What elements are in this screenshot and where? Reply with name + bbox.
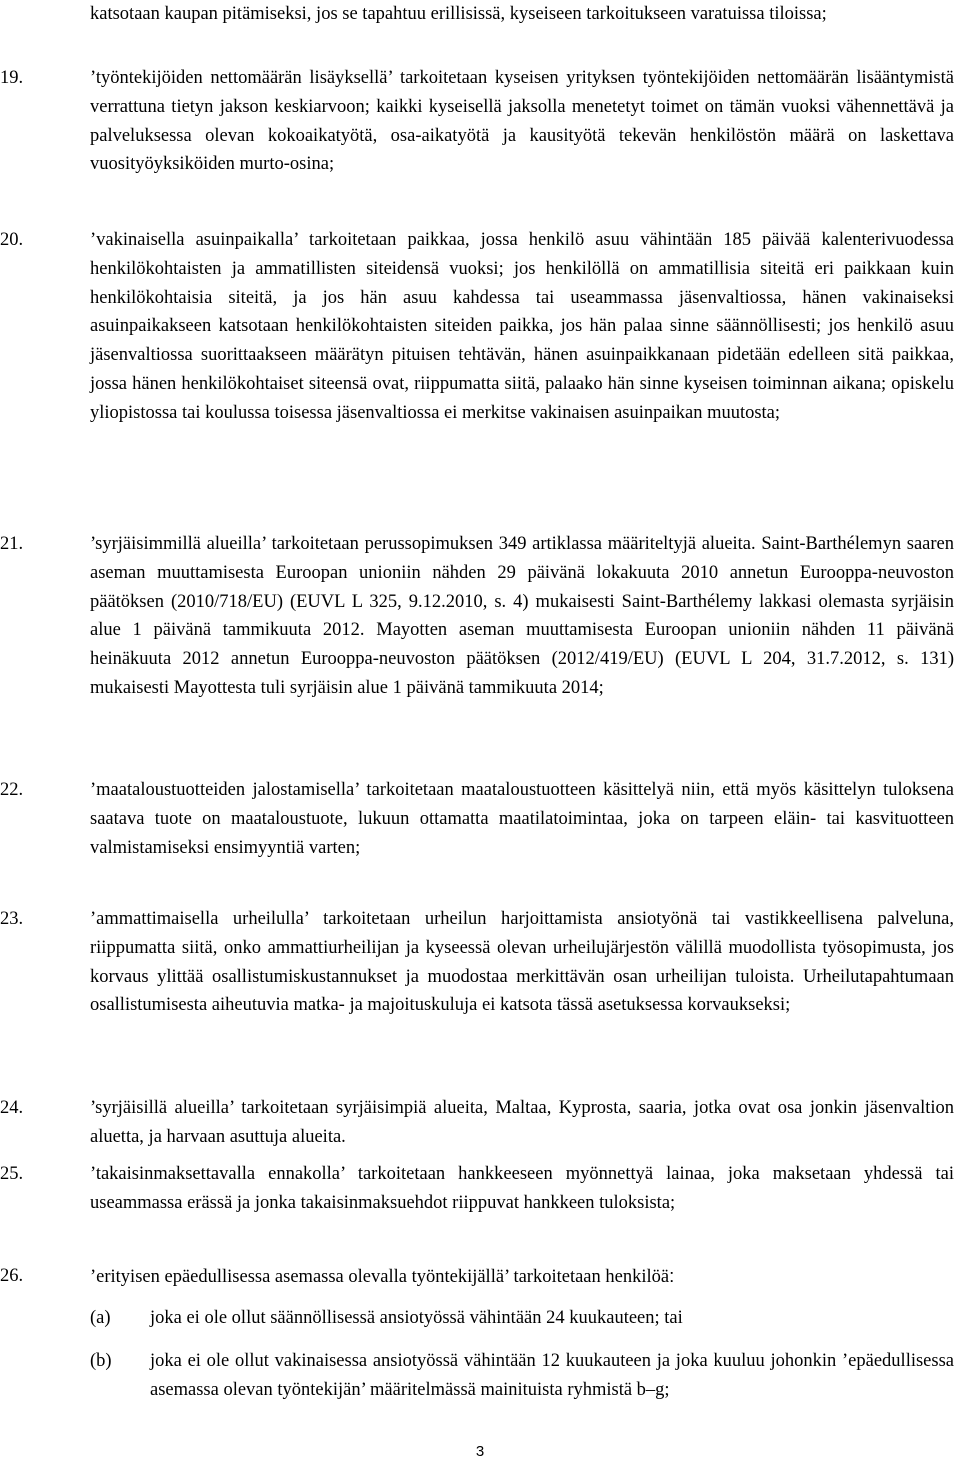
definition-item-22 xyxy=(0,776,954,862)
item-number: 21. xyxy=(0,534,24,554)
item-number: 25. xyxy=(0,1164,24,1184)
item-number: 19. xyxy=(0,68,24,88)
item-number: 23. xyxy=(0,909,24,929)
item-text: ’syrjäisillä alueilla’ tarkoitetaan syrjäisimpiä alueita, Maltaa, Kyprosta, saaria, jotka ovat osa jonkin jäsenvaltion aluetta, ja harvaan asuttuja alueita. xyxy=(90,1098,954,1147)
definition-item-20 xyxy=(0,226,954,428)
item-text: ’syrjäisimmillä alueilla’ tarkoitetaan perussopimuksen 349 artiklassa määriteltyjä alueita. Saint-Barthélemyn saaren aseman muuttamisesta Euroopan unioniin nähden 29 päivänä lokakuuta 2010 annetun Eurooppa-neuvoston päätöksen (2010/718/EU) (EUVL L 325, 9.12.2010, s. 4) mukaisesti Saint-Barthélemy lakkasi olemasta syrjäisin alue 1 päivänä tammikuuta 2012. Mayotten aseman muuttamisesta Euroopan unioniin nähden 11 päivänä heinäkuuta 2012 annetun Eurooppa-neuvoston päätöksen (2012/419/EU) (EUVL L 204, 31.7.2012, s. 131) mukaisesti Mayottesta tuli syrjäisin alue 1 päivänä tammikuuta 2014; xyxy=(90,534,954,698)
definition-item-25 xyxy=(0,1160,954,1218)
item-number: 22. xyxy=(0,780,24,800)
definition-item-24 xyxy=(0,1094,954,1152)
continuation-paragraph: katsotaan kaupan pitämiseksi, jos se tapahtuu erillisissä, kyseiseen tarkoitukseen varatuissa tiloissa; xyxy=(90,4,827,24)
item-text-main: ’erityisen epäedullisessa asemassa olevalla työntekijällä’ tarkoitetaan henkilöä xyxy=(90,1267,670,1287)
item-text: ’vakinaisella asuinpaikalla’ tarkoitetaan paikkaa, jossa henkilö asuu vähintään 185 päivää kalenterivuodessa henkilökohtaisten ja ammatillisten siteidensä vuoksi; jos henkilöllä on ammatillisia siteitä eri paikkaan kuin henkilökohtaisia siteitä, ja jos hän asuu kahdessa tai useammassa jäsenvaltiossa, hänen vakinaiseksi asuinpaikakseen katsotaan henkilökohtaisten siteiden paikka, jos hän palaa sinne säännöllisesti; jos henkilö asuu jäsenvaltiossa suorittaakseen määrätyn pituisen tehtävän, hänen asuinpaikkanaan pidetään edelleen sitä paikkaa, jossa hänen henkilökohtaiset siteensä ovat, riippumatta siitä, palaako hän sinne kyseisen toiminnan aikana; opiskelu yliopistossa tai koulussa toisessa jäsenvaltiossa ei merkitse vakinaisen asuinpaikan muutosta; xyxy=(90,230,954,423)
subitem-letter: (a) xyxy=(90,1308,111,1328)
item-text: ’ammattimaisella urheilulla’ tarkoitetaan urheilun harjoittamista ansiotyönä tai vastikkeellisena palveluna, riippumatta siitä, onko ammattiurheilijan ja kyseessä olevan urheilujärjestön välillä muodollista työsopimusta, jos korvaus ylittää osallistumiskustannukset ja muodostaa merkittävän osan urheilijan tuloista. Urheilutapahtumaan osallistumisesta aiheutuvia matka- ja majoituskuluja ei katsota tässä asetuksessa korvaukseksi; xyxy=(90,909,954,1016)
page-number: 3 xyxy=(475,1443,485,1460)
subitem-letter: (b) xyxy=(90,1351,112,1371)
subitem-b xyxy=(0,1347,954,1405)
item-number: 26. xyxy=(0,1266,24,1286)
definition-item-19 xyxy=(0,64,954,179)
item-text: ’maataloustuotteiden jalostamisella’ tarkoitetaan maataloustuotteen käsittelyä niin, että myös käsittelyn tuloksena saatava tuote on maataloustuote, lukuun ottamatta maatilatoimintaa, joka on tarpeen eläin- tai kasvituotteen valmistamiseksi ensimyyntiä varten; xyxy=(90,780,954,858)
item-text: ’työntekijöiden nettomäärän lisäyksellä’ tarkoitetaan kyseisen yrityksen työntekijöiden nettomäärän lisääntymistä verrattuna tietyn jakson keskiarvoon; kaikki kyseisellä jaksolla menetetyt toimet on tämän vuoksi vähennettävä ja palveluksessa olevan kokoaikatyötä, osa-aikatyötä ja kausityötä tekevän henkilöstön määrä on laskettava vuosityöyksiköiden murto-osina; xyxy=(90,68,954,175)
subitem-a xyxy=(0,1304,954,1333)
subitem-text: joka ei ole ollut vakinaisessa ansiotyössä vähintään 12 kuukauteen ja joka kuuluu johonkin ’epäedullisessa asemassa olevan työntekijän’ määritelmässä mainituista ryhmistä b–g; xyxy=(150,1351,954,1400)
item-text-colon: : xyxy=(669,1265,675,1286)
definition-item-23 xyxy=(0,905,954,1020)
item-number: 24. xyxy=(0,1098,24,1118)
definition-item-26 xyxy=(0,1262,954,1292)
subitem-text: joka ei ole ollut säännöllisessä ansiotyössä vähintään 24 kuukauteen; tai xyxy=(150,1308,683,1328)
item-text: ’takaisinmaksettavalla ennakolla’ tarkoitetaan hankkeeseen myönnettyä lainaa, joka maksetaan yhdessä tai useammassa erässä ja jonka takaisinmaksuehdot riippuvat hankkeen tuloksista; xyxy=(90,1164,954,1213)
item-text xyxy=(90,1262,954,1292)
definition-item-21 xyxy=(0,530,954,703)
item-number: 20. xyxy=(0,230,24,250)
